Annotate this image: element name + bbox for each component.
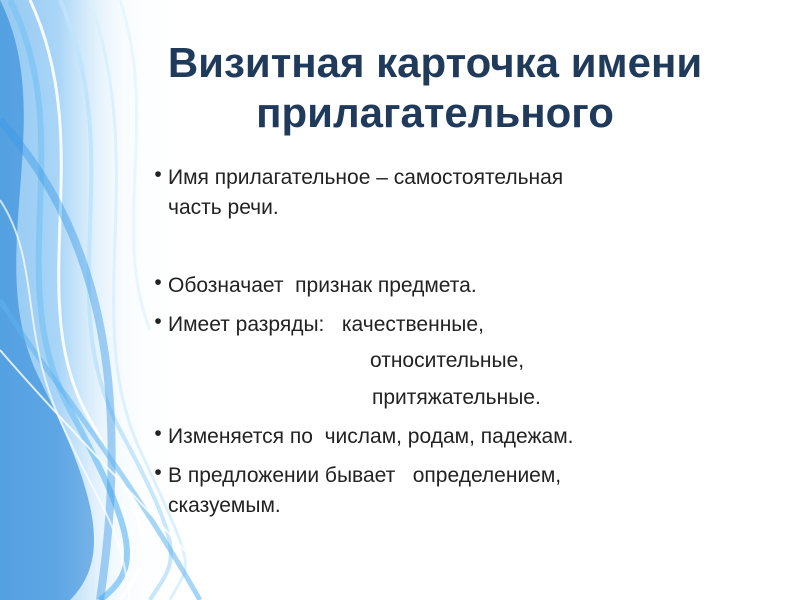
bullet-text: Имеет разряды: качественные,: [168, 313, 484, 336]
bullet-text-continuation: относительные,: [370, 349, 525, 372]
bullet-marker: •: [154, 163, 162, 186]
bullet-text-continuation: часть речи.: [168, 196, 279, 219]
bullet-text: В предложении бывает определением,: [168, 464, 562, 487]
bullet-text: Обозначает признак предмета.: [168, 274, 477, 297]
slide-title: Визитная карточка имени прилагательного: [167, 39, 703, 136]
bullet-marker: •: [154, 422, 162, 445]
bullet-text-continuation: сказуемым.: [168, 494, 281, 517]
bullet-text-continuation: притяжательные.: [372, 386, 541, 409]
bullet-text: Изменяется по числам, родам, падежам.: [168, 425, 574, 448]
bullet-marker: •: [154, 271, 162, 294]
bullet-marker: •: [154, 461, 162, 484]
bullet-text: Имя прилагательное – самостоятельная: [168, 166, 564, 189]
bullet-marker: •: [154, 310, 162, 333]
